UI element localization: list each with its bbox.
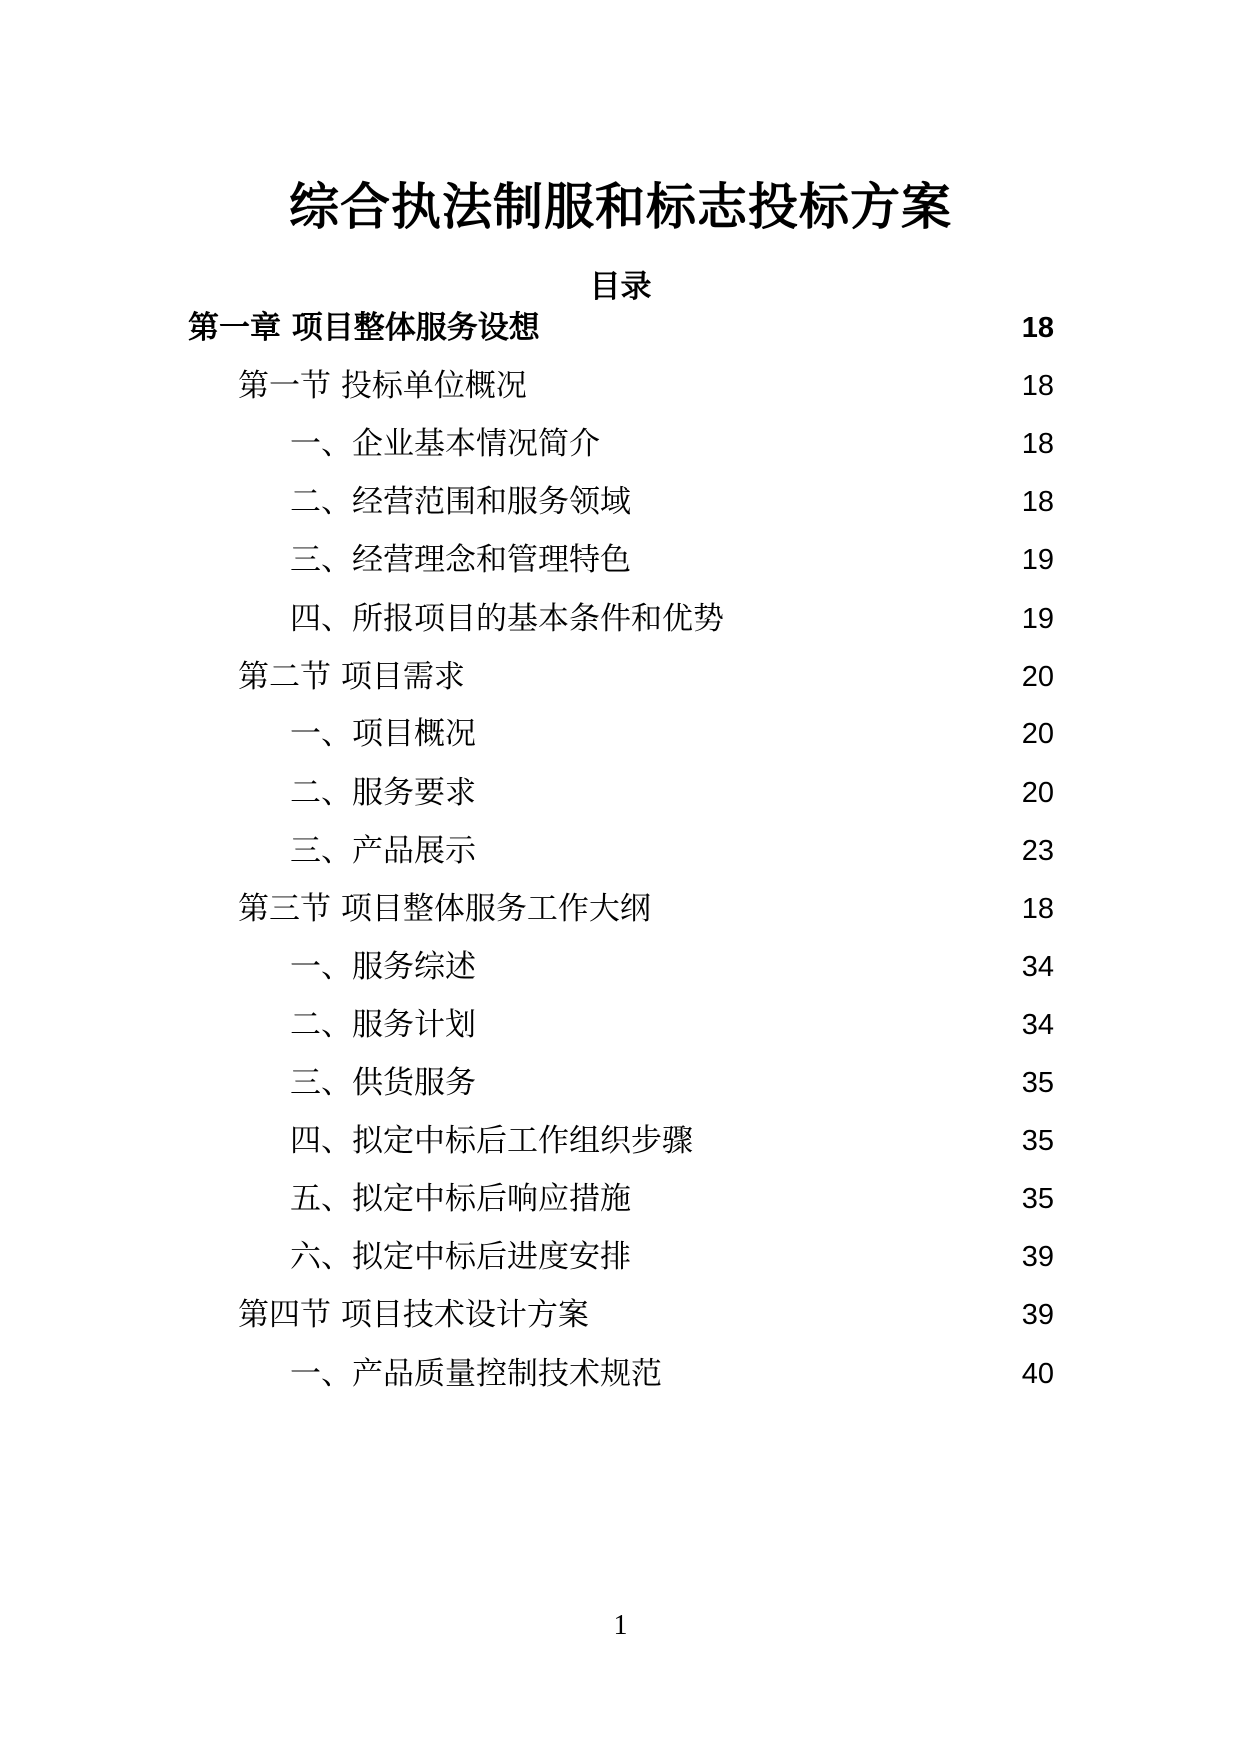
- toc-entry[interactable]: [0, 1291, 1241, 1339]
- toc-entry[interactable]: [0, 710, 1241, 758]
- toc-entry[interactable]: [0, 420, 1241, 468]
- toc-entry-label: 五、拟定中标后响应措施: [290, 1181, 631, 1217]
- toc-entry[interactable]: [0, 769, 1241, 817]
- toc-entry-label: 一、产品质量控制技术规范: [290, 1356, 662, 1392]
- toc-entry[interactable]: [0, 536, 1241, 584]
- toc-entry[interactable]: [0, 1233, 1241, 1281]
- toc-entry[interactable]: [0, 943, 1241, 991]
- toc-entry[interactable]: [0, 885, 1241, 933]
- toc-entry-page-number: 34: [1021, 1009, 1054, 1041]
- toc-entry-label: 第四节 项目技术设计方案: [238, 1297, 589, 1333]
- page-number: 1: [613, 1610, 628, 1641]
- toc-entry-label: 第一节 投标单位概况: [238, 368, 527, 404]
- toc-entry-label: 第一章 项目整体服务设想: [188, 310, 540, 346]
- toc-entry[interactable]: [0, 1001, 1241, 1049]
- toc-entry-page-number: 40: [1021, 1358, 1054, 1390]
- toc-entry[interactable]: [0, 595, 1241, 643]
- toc-entry-page-number: 18: [1021, 893, 1054, 925]
- toc-entry-page-number: 18: [1021, 486, 1054, 518]
- document-title: 综合执法制服和标志投标方案: [289, 178, 952, 236]
- toc-entry-page-number: 39: [1021, 1241, 1054, 1273]
- toc-entry-page-number: 19: [1021, 603, 1054, 635]
- toc-entry[interactable]: [0, 1175, 1241, 1223]
- toc-entry-label: 三、供货服务: [290, 1065, 476, 1101]
- toc-entry[interactable]: [0, 827, 1241, 875]
- toc-entry[interactable]: [0, 478, 1241, 526]
- toc-entry-label: 第二节 项目需求: [238, 659, 465, 695]
- toc-entry-label: 一、项目概况: [290, 716, 476, 752]
- toc-entry-page-number: 18: [1021, 370, 1054, 402]
- toc-entry-page-number: 34: [1021, 951, 1054, 983]
- toc-entry-page-number: 20: [1021, 718, 1054, 750]
- toc-entry-page-number: 19: [1021, 544, 1054, 576]
- toc-entry-label: 四、拟定中标后工作组织步骤: [290, 1123, 693, 1159]
- toc-entry-page-number: 20: [1021, 661, 1054, 693]
- toc-entry-page-number: 20: [1021, 777, 1054, 809]
- toc-entry-label: 二、服务要求: [290, 775, 476, 811]
- toc-entry-label: 三、产品展示: [290, 833, 476, 869]
- toc-entry[interactable]: [0, 1350, 1241, 1398]
- toc-entry-label: 二、服务计划: [290, 1007, 476, 1043]
- toc-entry-label: 六、拟定中标后进度安排: [290, 1239, 631, 1275]
- toc-entry-label: 四、所报项目的基本条件和优势: [290, 601, 724, 637]
- toc-entry-page-number: 18: [1021, 428, 1054, 460]
- toc-entry-label: 二、经营范围和服务领域: [290, 484, 631, 520]
- toc-entry[interactable]: [0, 362, 1241, 410]
- toc-entry-label: 三、经营理念和管理特色: [290, 542, 631, 578]
- toc-entry[interactable]: [0, 304, 1241, 352]
- toc-entry-page-number: 39: [1021, 1299, 1054, 1331]
- toc-entry-page-number: 35: [1021, 1125, 1054, 1157]
- toc-heading: 目录: [589, 269, 652, 305]
- toc-entry-label: 第三节 项目整体服务工作大纲: [238, 891, 651, 927]
- toc-entry-label: 一、企业基本情况简介: [290, 426, 600, 462]
- toc-entry-page-number: 35: [1021, 1183, 1054, 1215]
- toc-entry[interactable]: [0, 1117, 1241, 1165]
- toc-entry[interactable]: [0, 653, 1241, 701]
- toc-entry-page-number: 18: [1021, 312, 1054, 344]
- toc-entry-page-number: 35: [1021, 1067, 1054, 1099]
- toc-entry[interactable]: [0, 1059, 1241, 1107]
- toc-entry-label: 一、服务综述: [290, 949, 476, 985]
- toc-entry-page-number: 23: [1021, 835, 1054, 867]
